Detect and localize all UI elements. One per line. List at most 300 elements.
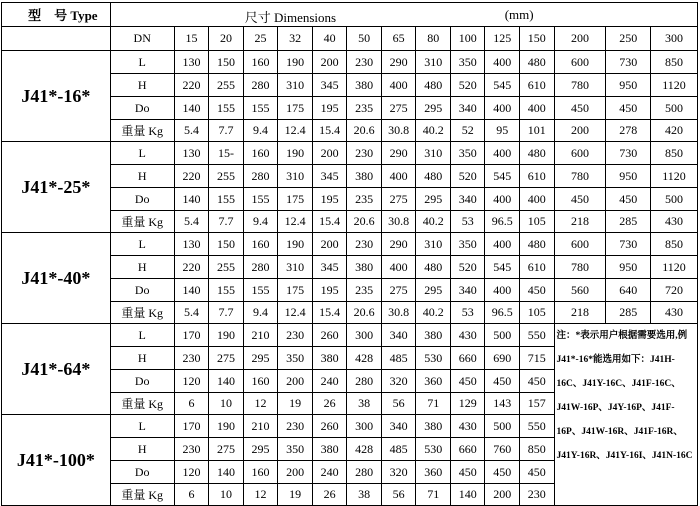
value-cell: 120 [174,461,209,484]
value-cell: 660 [450,438,485,461]
value-cell: 235 [347,279,382,302]
value-cell: 520 [450,256,485,279]
row-label: L [110,233,174,256]
value-cell: 400 [381,74,416,97]
value-cell: 290 [381,142,416,165]
value-cell: 715 [520,347,555,370]
model-cell: J41*-40* [2,233,111,324]
value-cell: 220 [174,256,209,279]
value-cell: 350 [450,142,485,165]
value-cell: 360 [416,461,451,484]
value-cell: 130 [174,233,209,256]
value-cell: 280 [347,370,382,393]
unit-label: (mm) [504,7,534,22]
value-cell: 660 [450,347,485,370]
value-cell: 15- [209,142,244,165]
value-cell: 40.2 [416,302,451,324]
value-cell: 5.4 [174,211,209,233]
value-cell: 400 [485,142,520,165]
value-cell: 1120 [651,165,698,188]
value-cell: 340 [381,324,416,347]
value-cell: 400 [485,188,520,211]
value-cell: 310 [416,142,451,165]
dn-value: 25 [243,27,278,51]
dn-value: 32 [278,27,313,51]
table-body [2,3,698,506]
value-cell: 290 [381,51,416,74]
value-cell: 310 [278,74,313,97]
dn-label: DN [110,27,174,51]
value-cell: 96.5 [485,302,520,324]
title-row [2,3,698,27]
value-cell: 155 [243,97,278,120]
value-cell: 71 [416,393,451,415]
value-cell: 130 [174,51,209,74]
value-cell: 380 [416,415,451,438]
row-label: Do [110,279,174,302]
value-cell: 175 [278,279,313,302]
value-cell: 170 [174,324,209,347]
value-cell: 730 [606,51,651,74]
value-cell: 129 [450,393,485,415]
value-cell: 850 [651,233,698,256]
value-cell: 53 [450,302,485,324]
value-cell: 143 [485,393,520,415]
value-cell: 295 [416,188,451,211]
value-cell: 150 [209,51,244,74]
value-cell: 5.4 [174,120,209,142]
value-cell: 380 [347,256,382,279]
dn-value: 100 [450,27,485,51]
value-cell: 600 [554,51,606,74]
dn-value: 150 [520,27,555,51]
value-cell: 760 [485,438,520,461]
dn-row [2,27,698,51]
value-cell: 530 [416,347,451,370]
value-cell: 5.4 [174,302,209,324]
value-cell: 278 [606,120,651,142]
value-cell: 360 [416,370,451,393]
value-cell: 230 [347,142,382,165]
value-cell: 190 [278,51,313,74]
value-cell: 195 [312,188,347,211]
value-cell: 380 [347,74,382,97]
row-label: L [110,415,174,438]
model-cell: J41*-64* [2,324,111,415]
value-cell: 340 [381,415,416,438]
value-cell: 235 [347,188,382,211]
value-cell: 230 [278,415,313,438]
value-cell: 230 [174,347,209,370]
value-cell: 345 [312,165,347,188]
value-cell: 545 [485,165,520,188]
dn-value: 250 [606,27,651,51]
value-cell: 450 [606,188,651,211]
table-row [2,233,698,256]
value-cell: 485 [381,347,416,370]
value-cell: 275 [381,188,416,211]
table-row [2,142,698,165]
value-cell: 280 [243,165,278,188]
value-cell: 340 [450,97,485,120]
value-cell: 200 [312,51,347,74]
value-cell: 255 [209,165,244,188]
value-cell: 295 [416,279,451,302]
value-cell: 500 [485,324,520,347]
value-cell: 285 [606,211,651,233]
value-cell: 260 [312,415,347,438]
value-cell: 400 [381,165,416,188]
value-cell: 230 [347,233,382,256]
value-cell: 38 [347,393,382,415]
row-label: Do [110,461,174,484]
value-cell: 610 [520,74,555,97]
value-cell: 950 [606,165,651,188]
value-cell: 12.4 [278,120,313,142]
value-cell: 340 [450,188,485,211]
row-label: H [110,347,174,370]
value-cell: 190 [209,415,244,438]
value-cell: 720 [651,279,698,302]
value-cell: 210 [243,324,278,347]
row-label: L [110,142,174,165]
value-cell: 200 [312,142,347,165]
value-cell: 160 [243,51,278,74]
value-cell: 230 [174,438,209,461]
value-cell: 780 [554,165,606,188]
value-cell: 350 [278,438,313,461]
value-cell: 545 [485,256,520,279]
value-cell: 175 [278,188,313,211]
value-cell: 38 [347,484,382,506]
value-cell: 310 [278,165,313,188]
value-cell: 200 [278,370,313,393]
value-cell: 105 [520,211,555,233]
value-cell: 950 [606,74,651,97]
value-cell: 380 [347,165,382,188]
value-cell: 7.7 [209,120,244,142]
value-cell: 428 [347,347,382,370]
value-cell: 350 [450,233,485,256]
value-cell: 40.2 [416,211,451,233]
value-cell: 240 [312,461,347,484]
value-cell: 140 [174,279,209,302]
value-cell: 428 [347,438,382,461]
value-cell: 450 [450,370,485,393]
type-header: 型 号 Type [2,3,111,27]
value-cell: 12.4 [278,302,313,324]
value-cell: 15.4 [312,211,347,233]
value-cell: 26 [312,393,347,415]
value-cell: 480 [520,51,555,74]
value-cell: 280 [347,461,382,484]
value-cell: 560 [554,279,606,302]
value-cell: 230 [520,484,555,506]
value-cell: 155 [243,279,278,302]
value-cell: 10 [209,484,244,506]
value-cell: 310 [278,256,313,279]
value-cell: 160 [243,142,278,165]
value-cell: 380 [312,438,347,461]
value-cell: 545 [485,74,520,97]
row-label: Do [110,188,174,211]
value-cell: 400 [381,256,416,279]
value-cell: 275 [209,438,244,461]
row-label: 重量 Kg [110,393,174,415]
value-cell: 210 [243,415,278,438]
row-label: 重量 Kg [110,302,174,324]
value-cell: 345 [312,74,347,97]
value-cell: 480 [416,165,451,188]
note-cell: 注：*表示用户根据需要选用,例 J41*-16*能选用如下：J41H-16C、J41Y-16C、J41F-16C、J41W-16P、J4Y-16P、J41F-16P、J41W-16R、J41F-16R、J41Y-16R、J41Y-16I、J41N-16C [554,324,697,506]
value-cell: 400 [485,233,520,256]
model-cell: J41*-25* [2,142,111,233]
value-cell: 140 [450,484,485,506]
value-cell: 550 [520,324,555,347]
value-cell: 140 [174,97,209,120]
value-cell: 195 [312,279,347,302]
value-cell: 19 [278,484,313,506]
value-cell: 255 [209,256,244,279]
value-cell: 780 [554,256,606,279]
row-label: H [110,438,174,461]
value-cell: 9.4 [243,120,278,142]
row-label: H [110,165,174,188]
value-cell: 160 [243,461,278,484]
value-cell: 500 [485,415,520,438]
value-cell: 850 [651,142,698,165]
value-cell: 20.6 [347,302,382,324]
row-label: H [110,256,174,279]
value-cell: 40.2 [416,120,451,142]
value-cell: 155 [209,188,244,211]
value-cell: 195 [312,97,347,120]
value-cell: 9.4 [243,211,278,233]
value-cell: 520 [450,74,485,97]
value-cell: 320 [381,370,416,393]
value-cell: 20.6 [347,120,382,142]
dn-value: 65 [381,27,416,51]
value-cell: 600 [554,142,606,165]
value-cell: 170 [174,415,209,438]
value-cell: 101 [520,120,555,142]
value-cell: 280 [243,256,278,279]
value-cell: 155 [209,279,244,302]
value-cell: 96.5 [485,211,520,233]
value-cell: 190 [278,233,313,256]
value-cell: 485 [381,438,416,461]
value-cell: 300 [347,324,382,347]
value-cell: 400 [485,51,520,74]
value-cell: 140 [174,188,209,211]
value-cell: 9.4 [243,302,278,324]
dn-value: 15 [174,27,209,51]
value-cell: 218 [554,211,606,233]
value-cell: 275 [209,347,244,370]
value-cell: 12 [243,484,278,506]
value-cell: 380 [312,347,347,370]
model-cell: J41*-100* [2,415,111,506]
value-cell: 450 [520,370,555,393]
value-cell: 7.7 [209,211,244,233]
row-label: L [110,51,174,74]
value-cell: 310 [416,51,451,74]
value-cell: 430 [651,211,698,233]
value-cell: 56 [381,393,416,415]
value-cell: 200 [485,484,520,506]
value-cell: 30.8 [381,120,416,142]
value-cell: 520 [450,165,485,188]
value-cell: 150 [209,233,244,256]
value-cell: 400 [485,279,520,302]
value-cell: 450 [554,97,606,120]
value-cell: 285 [606,302,651,324]
dn-value: 40 [312,27,347,51]
value-cell: 30.8 [381,302,416,324]
value-cell: 120 [174,370,209,393]
value-cell: 430 [450,415,485,438]
value-cell: 200 [312,233,347,256]
model-cell: J41*-16* [2,51,111,142]
dimensions-title: 尺寸 Dimensions [244,10,337,25]
value-cell: 480 [520,142,555,165]
value-cell: 550 [520,415,555,438]
value-cell: 450 [485,461,520,484]
value-cell: 480 [520,233,555,256]
value-cell: 53 [450,211,485,233]
table-row [2,324,698,347]
value-cell: 730 [606,233,651,256]
value-cell: 200 [554,120,606,142]
value-cell: 52 [450,120,485,142]
value-cell: 160 [243,233,278,256]
value-cell: 350 [278,347,313,370]
value-cell: 480 [416,256,451,279]
value-cell: 610 [520,256,555,279]
value-cell: 230 [278,324,313,347]
value-cell: 235 [347,97,382,120]
value-cell: 730 [606,142,651,165]
value-cell: 260 [312,324,347,347]
value-cell: 95 [485,120,520,142]
value-cell: 400 [520,188,555,211]
value-cell: 157 [520,393,555,415]
value-cell: 275 [381,97,416,120]
row-label: 重量 Kg [110,120,174,142]
dn-value: 80 [416,27,451,51]
value-cell: 12 [243,393,278,415]
value-cell: 530 [416,438,451,461]
value-cell: 12.4 [278,211,313,233]
dn-spacer [2,27,111,51]
value-cell: 295 [416,97,451,120]
value-cell: 30.8 [381,211,416,233]
value-cell: 450 [606,97,651,120]
value-cell: 310 [416,233,451,256]
dimensions-header [110,3,697,27]
value-cell: 340 [450,279,485,302]
value-cell: 218 [554,302,606,324]
value-cell: 255 [209,74,244,97]
dimensions-table [1,2,698,506]
value-cell: 500 [651,188,698,211]
value-cell: 1120 [651,74,698,97]
value-cell: 190 [209,324,244,347]
value-cell: 380 [416,324,451,347]
value-cell: 1120 [651,256,698,279]
value-cell: 290 [381,233,416,256]
value-cell: 480 [416,74,451,97]
row-label: Do [110,370,174,393]
row-label: 重量 Kg [110,211,174,233]
value-cell: 610 [520,165,555,188]
value-cell: 56 [381,484,416,506]
value-cell: 345 [312,256,347,279]
value-cell: 26 [312,484,347,506]
value-cell: 160 [243,370,278,393]
value-cell: 7.7 [209,302,244,324]
value-cell: 950 [606,256,651,279]
value-cell: 140 [209,370,244,393]
dn-value: 200 [554,27,606,51]
row-label: 重量 Kg [110,484,174,506]
dn-value: 20 [209,27,244,51]
value-cell: 155 [243,188,278,211]
value-cell: 450 [450,461,485,484]
dn-value: 300 [651,27,698,51]
value-cell: 220 [174,74,209,97]
value-cell: 500 [651,97,698,120]
value-cell: 175 [278,97,313,120]
value-cell: 320 [381,461,416,484]
value-cell: 420 [651,120,698,142]
value-cell: 450 [520,279,555,302]
value-cell: 220 [174,165,209,188]
value-cell: 295 [243,347,278,370]
value-cell: 280 [243,74,278,97]
value-cell: 690 [485,347,520,370]
value-cell: 230 [347,51,382,74]
value-cell: 295 [243,438,278,461]
value-cell: 850 [520,438,555,461]
value-cell: 300 [347,415,382,438]
value-cell: 71 [416,484,451,506]
row-label: Do [110,97,174,120]
value-cell: 15.4 [312,120,347,142]
value-cell: 275 [381,279,416,302]
value-cell: 450 [554,188,606,211]
value-cell: 140 [209,461,244,484]
dn-value: 125 [485,27,520,51]
value-cell: 350 [450,51,485,74]
value-cell: 105 [520,302,555,324]
value-cell: 130 [174,142,209,165]
row-label: H [110,74,174,97]
value-cell: 15.4 [312,302,347,324]
table-row [2,51,698,74]
value-cell: 850 [651,51,698,74]
value-cell: 155 [209,97,244,120]
value-cell: 640 [606,279,651,302]
value-cell: 6 [174,393,209,415]
dn-value: 50 [347,27,382,51]
value-cell: 10 [209,393,244,415]
value-cell: 190 [278,142,313,165]
value-cell: 400 [485,97,520,120]
value-cell: 19 [278,393,313,415]
value-cell: 20.6 [347,211,382,233]
value-cell: 450 [485,370,520,393]
